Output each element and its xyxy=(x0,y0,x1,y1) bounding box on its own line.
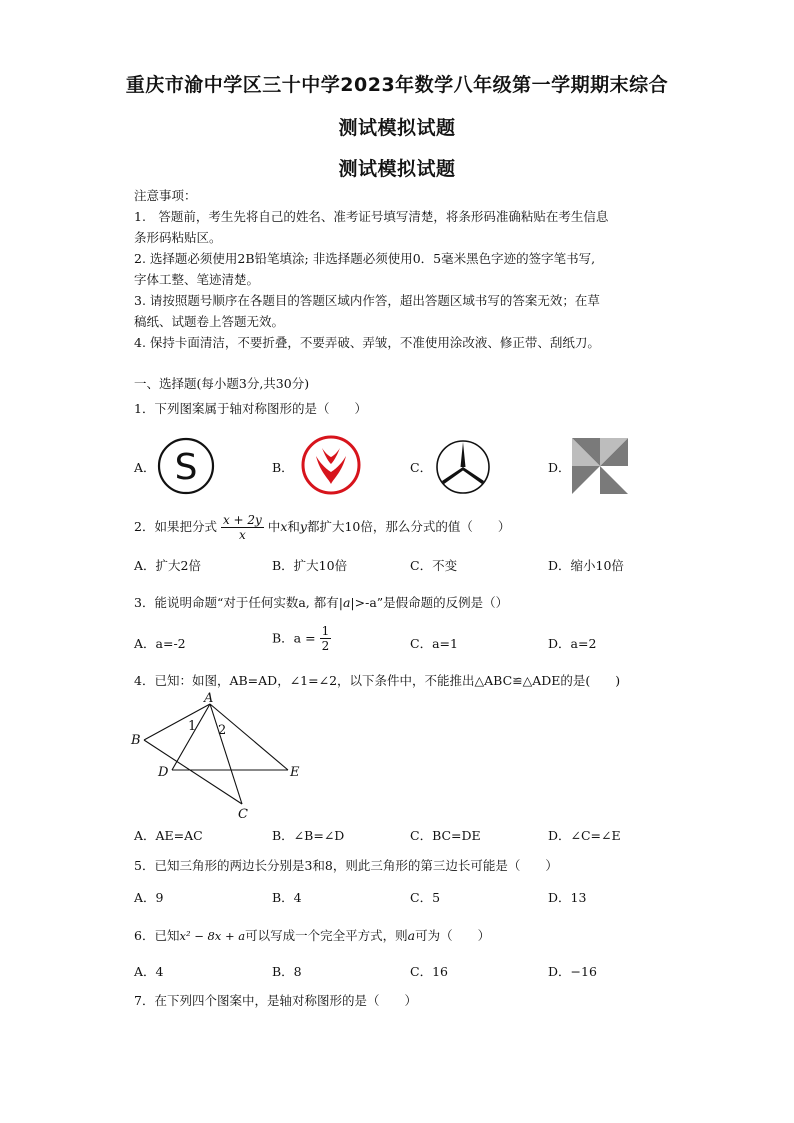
q2-var-y: y xyxy=(299,519,307,534)
angle-2-label: 2 xyxy=(218,723,227,738)
pinwheel-icon xyxy=(572,438,628,494)
q6-stem-pre: 6．已知 xyxy=(134,928,180,943)
q3-stem-pre: 3．能说明命题“对于任何实数a, 都有 xyxy=(134,595,339,610)
question-4-stem: 4．已知：如图，AB=AD，∠1=∠2，以下条件中，不能推出△ABC≌△ADE的是( ) xyxy=(134,673,621,688)
q4-option-a: A．AE=AC xyxy=(134,828,203,843)
q2-stem-post: 都扩大10倍，那么分式的值（ ） xyxy=(306,519,511,534)
q4-triangle-diagram xyxy=(128,691,308,824)
q6-option-a: A．4 xyxy=(134,964,164,979)
q2-option-c: C．不变 xyxy=(410,558,458,573)
q5-option-b: B．4 xyxy=(272,890,302,905)
exam-title-line1: 重庆市渝中学区三十中学2023年数学八年级第一学期期末综合 xyxy=(125,74,669,96)
q1-option-b-label: B． xyxy=(272,460,294,475)
question-6-stem xyxy=(134,925,490,947)
q6-stem-post: 可为（ ） xyxy=(415,928,491,943)
q3-option-b-fraction xyxy=(320,624,332,653)
dongfeng-logo-icon xyxy=(300,434,362,496)
q4-option-d: D．∠C=∠E xyxy=(548,828,621,843)
notice-line: 条形码粘贴区。 xyxy=(134,230,222,245)
q2-option-a: A．扩大2倍 xyxy=(134,558,201,573)
q2-fraction-denominator: x xyxy=(239,528,246,542)
question-2-stem xyxy=(134,508,510,546)
notice-heading: 注意事项： xyxy=(134,188,197,203)
q2-option-b: B．扩大10倍 xyxy=(272,558,348,573)
q5-option-c: C．5 xyxy=(410,890,441,905)
notice-line: 1. 答题前，考生先将自己的姓名、准考证号填写清楚，将条形码准确粘贴在考生信息 xyxy=(134,209,609,224)
s-circle-icon xyxy=(156,436,216,496)
q3-abs-a: |a| xyxy=(338,595,355,610)
notice-line: 字体工整、笔迹清楚。 xyxy=(134,272,260,287)
q3-b-numerator: 1 xyxy=(321,624,330,638)
q1-option-d-label: D． xyxy=(548,460,571,475)
question-3-stem xyxy=(134,592,508,613)
q1-option-a-label: A． xyxy=(134,460,156,475)
point-d-label: D xyxy=(158,765,169,780)
q2-fraction xyxy=(221,513,264,542)
point-b-label: B xyxy=(131,733,141,748)
q4-option-c: C．BC=DE xyxy=(410,828,481,843)
q6-option-c: C．16 xyxy=(410,964,448,979)
q2-option-d: D．缩小10倍 xyxy=(548,558,624,573)
q2-fraction-numerator: x + 2y xyxy=(222,513,262,527)
q3-option-d: D．a=2 xyxy=(548,636,597,651)
question-1-stem: 1．下列图案属于轴对称图形的是（ ） xyxy=(134,401,367,416)
q6-expression: x² − 8x + a xyxy=(179,929,246,943)
notice-line: 4. 保持卡面清洁，不要折叠，不要弄破、弄皱，不准使用涂改液、修正带、刮纸刀。 xyxy=(134,335,600,350)
exam-title-line3: 测试模拟试题 xyxy=(338,158,456,180)
three-point-star-icon xyxy=(434,438,492,496)
exam-title-line2: 测试模拟试题 xyxy=(338,117,456,139)
q3-option-b-pre: B．a = xyxy=(272,630,316,646)
q6-option-b: B．8 xyxy=(272,964,302,979)
q6-option-d: D．−16 xyxy=(548,964,597,979)
point-c-label: C xyxy=(238,807,248,822)
q6-var-a: a xyxy=(407,928,416,943)
q5-option-d: D．13 xyxy=(548,890,587,905)
q3-stem-post: >-a”是假命题的反例是（） xyxy=(354,595,509,610)
point-a-label: A xyxy=(204,691,214,706)
notice-line: 稿纸、试题卷上答题无效。 xyxy=(134,314,285,329)
q2-stem-pre: 2．如果把分式 xyxy=(134,519,217,534)
section-heading: 一、选择题(每小题3分,共30分) xyxy=(134,376,310,391)
question-7-stem: 7．在下列四个图案中，是轴对称图形的是（ ） xyxy=(134,993,417,1008)
q1-option-c-label: C． xyxy=(410,460,433,475)
s-letter: S xyxy=(174,447,198,488)
q3-option-a: A．a=-2 xyxy=(134,636,186,651)
q6-stem-mid: 可以写成一个完全平方式，则 xyxy=(245,928,408,943)
q2-var-x: x xyxy=(280,519,288,534)
q4-option-b: B．∠B=∠D xyxy=(272,828,345,843)
notice-line: 2. 选择题必须使用2B铅笔填涂; 非选择题必须使用0．5毫米黑色字迹的签字笔书写, xyxy=(134,251,596,266)
q2-stem-mid2: 和 xyxy=(287,519,300,534)
q2-stem-mid1: 中 xyxy=(267,519,281,534)
notice-line: 3. 请按照题号顺序在各题目的答题区域内作答，超出答题区域书写的答案无效；在草 xyxy=(134,293,600,308)
q5-option-a: A．9 xyxy=(134,890,164,905)
q3-option-b xyxy=(272,624,331,653)
angle-1-label: 1 xyxy=(188,719,197,734)
question-5-stem: 5．已知三角形的两边长分别是3和8，则此三角形的第三边长可能是（ ） xyxy=(134,858,558,873)
q3-b-denominator: 2 xyxy=(321,639,330,653)
q3-option-c: C．a=1 xyxy=(410,636,458,651)
point-e-label: E xyxy=(290,765,300,780)
